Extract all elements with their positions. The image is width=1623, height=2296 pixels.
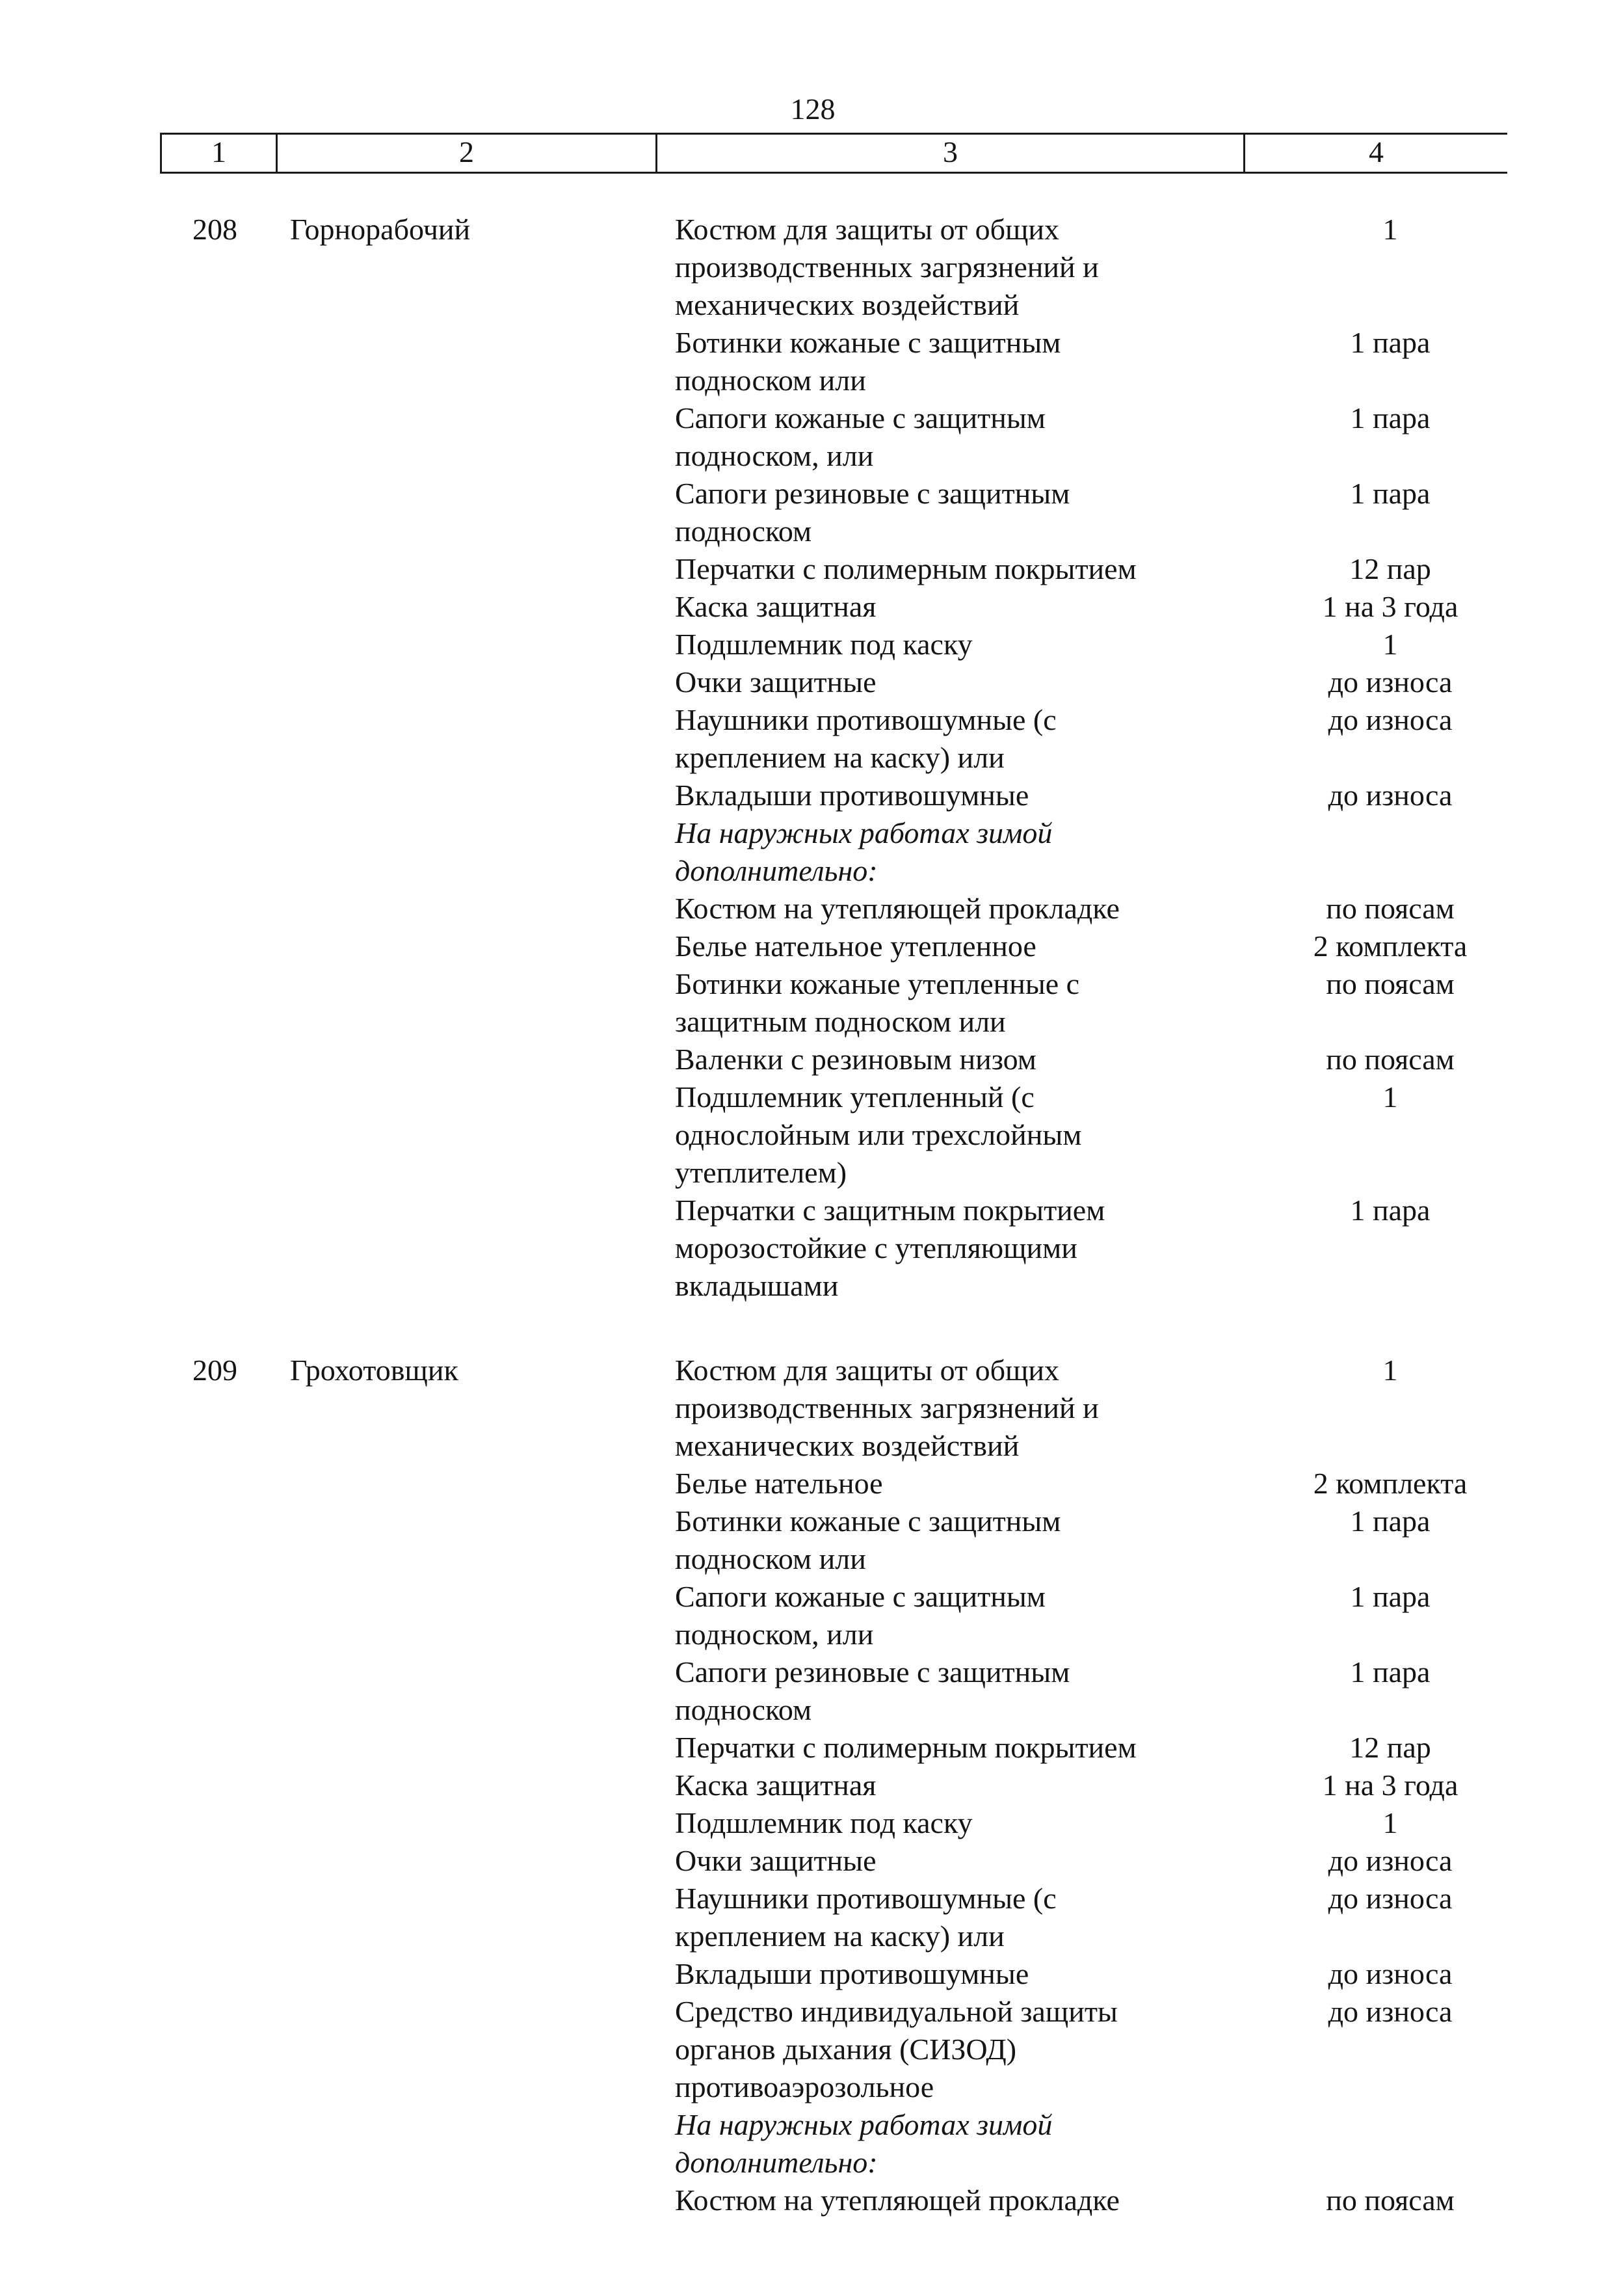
item-name-line: подноском или bbox=[675, 1542, 866, 1575]
item-name-line: Ботинки кожаные с защитным bbox=[675, 326, 1061, 359]
section-note-line: На наружных работах зимой bbox=[675, 816, 1053, 849]
item-quantity: до износа bbox=[1328, 703, 1453, 736]
column-header-3: 3 bbox=[943, 135, 958, 168]
entry-number: 208 bbox=[192, 213, 237, 246]
item-name-line: Средство индивидуальной защиты bbox=[675, 1995, 1118, 2028]
item-name-line: Перчатки с защитным покрытием bbox=[675, 1194, 1105, 1227]
item-quantity: до износа bbox=[1328, 779, 1453, 812]
item-name-line: вкладышами bbox=[675, 1269, 839, 1302]
item-quantity: 12 пар bbox=[1349, 552, 1431, 585]
item-name-line: креплением на каску) или bbox=[675, 741, 1005, 774]
item-name-line: креплением на каску) или bbox=[675, 1919, 1005, 1953]
item-name-line: Подшлемник под каску bbox=[675, 628, 973, 661]
item-name-line: Очки защитные bbox=[675, 665, 877, 699]
item-name-line: Подшлемник под каску bbox=[675, 1806, 973, 1839]
item-quantity: до износа bbox=[1328, 1844, 1453, 1877]
item-quantity: 1 пара bbox=[1350, 1194, 1431, 1227]
item-quantity: по поясам bbox=[1326, 892, 1455, 925]
item-quantity: 1 пара bbox=[1350, 477, 1431, 510]
profession-name: Грохотовщик bbox=[290, 1354, 458, 1387]
item-quantity: 1 пара bbox=[1350, 326, 1431, 359]
entry-number: 209 bbox=[192, 1354, 237, 1387]
item-quantity: 2 комплекта bbox=[1313, 929, 1468, 963]
item-quantity: 1 bbox=[1382, 1080, 1398, 1114]
item-name-line: подноском bbox=[675, 514, 812, 548]
item-quantity: до износа bbox=[1328, 665, 1453, 699]
item-name-line: Вкладыши противошумные bbox=[675, 1957, 1029, 1990]
header-bottom-border bbox=[160, 172, 1507, 174]
item-quantity: 2 комплекта bbox=[1313, 1467, 1468, 1500]
item-name-line: Белье нательное утепленное bbox=[675, 929, 1036, 963]
item-name-line: Белье нательное bbox=[675, 1467, 883, 1500]
item-name-line: производственных загрязнений и bbox=[675, 1391, 1099, 1424]
item-name-line: производственных загрязнений и bbox=[675, 250, 1099, 284]
item-name-line: Костюм для защиты от общих bbox=[675, 1354, 1060, 1387]
item-quantity: 1 пара bbox=[1350, 1655, 1431, 1689]
item-name-line: Ботинки кожаные утепленные с bbox=[675, 967, 1080, 1000]
item-name-line: подноском, или bbox=[675, 1618, 874, 1651]
item-name-line: Ботинки кожаные с защитным bbox=[675, 1504, 1061, 1538]
item-quantity: до износа bbox=[1328, 1957, 1453, 1990]
item-quantity: до износа bbox=[1328, 1882, 1453, 1915]
item-name-line: Валенки с резиновым низом bbox=[675, 1043, 1036, 1076]
item-name-line: утеплителем) bbox=[675, 1156, 847, 1189]
item-name-line: Подшлемник утепленный (с bbox=[675, 1080, 1035, 1114]
item-name-line: Костюм на утепляющей прокладке bbox=[675, 2183, 1120, 2217]
item-quantity: 1 на 3 года bbox=[1322, 590, 1458, 623]
column-header-1: 1 bbox=[211, 135, 226, 168]
item-quantity: 12 пар bbox=[1349, 1731, 1431, 1764]
item-quantity: по поясам bbox=[1326, 967, 1455, 1000]
item-name-line: Каска защитная bbox=[675, 590, 877, 623]
item-name-line: морозостойкие с утепляющими bbox=[675, 1231, 1077, 1264]
item-quantity: 1 bbox=[1382, 1806, 1398, 1839]
item-quantity: 1 bbox=[1382, 213, 1398, 246]
item-name-line: подноском bbox=[675, 1693, 812, 1726]
item-name-line: механических воздействий bbox=[675, 288, 1020, 321]
item-name-line: Перчатки с полимерным покрытием bbox=[675, 1731, 1137, 1764]
item-name-line: Наушники противошумные (с bbox=[675, 703, 1057, 736]
item-name-line: механических воздействий bbox=[675, 1429, 1020, 1462]
item-name-line: Перчатки с полимерным покрытием bbox=[675, 552, 1137, 585]
item-name-line: Наушники противошумные (с bbox=[675, 1882, 1057, 1915]
item-quantity: по поясам bbox=[1326, 1043, 1455, 1076]
item-quantity: 1 bbox=[1382, 628, 1398, 661]
item-name-line: Сапоги кожаные с защитным bbox=[675, 1580, 1046, 1613]
item-name-line: Каска защитная bbox=[675, 1769, 877, 1802]
section-note-line: дополнительно: bbox=[675, 2146, 878, 2179]
item-name-line: подноском или bbox=[675, 364, 866, 397]
item-name-line: Вкладыши противошумные bbox=[675, 779, 1029, 812]
item-name-line: Костюм на утепляющей прокладке bbox=[675, 892, 1120, 925]
item-name-line: органов дыхания (СИЗОД) bbox=[675, 2033, 1017, 2066]
item-name-line: противоаэрозольное bbox=[675, 2070, 934, 2103]
item-name-line: Очки защитные bbox=[675, 1844, 877, 1877]
item-quantity: до износа bbox=[1328, 1995, 1453, 2028]
item-quantity: по поясам bbox=[1326, 2183, 1455, 2217]
item-name-line: защитным подноском или bbox=[675, 1005, 1006, 1038]
column-header-4: 4 bbox=[1369, 135, 1384, 168]
page-number: 128 bbox=[790, 92, 836, 126]
item-name-line: однослойным или трехслойным bbox=[675, 1118, 1082, 1151]
item-name-line: Сапоги резиновые с защитным bbox=[675, 1655, 1070, 1689]
item-quantity: 1 пара bbox=[1350, 1580, 1431, 1613]
column-header-2: 2 bbox=[459, 135, 474, 168]
section-note-line: дополнительно: bbox=[675, 854, 878, 887]
item-name-line: подноском, или bbox=[675, 439, 874, 472]
item-quantity: 1 пара bbox=[1350, 1504, 1431, 1538]
item-name-line: Костюм для защиты от общих bbox=[675, 213, 1060, 246]
section-note-line: На наружных работах зимой bbox=[675, 2108, 1053, 2141]
item-name-line: Сапоги кожаные с защитным bbox=[675, 401, 1046, 434]
item-quantity: 1 на 3 года bbox=[1322, 1769, 1458, 1802]
profession-name: Горнорабочий bbox=[290, 213, 471, 246]
item-quantity: 1 пара bbox=[1350, 401, 1431, 434]
item-name-line: Сапоги резиновые с защитным bbox=[675, 477, 1070, 510]
item-quantity: 1 bbox=[1382, 1354, 1398, 1387]
